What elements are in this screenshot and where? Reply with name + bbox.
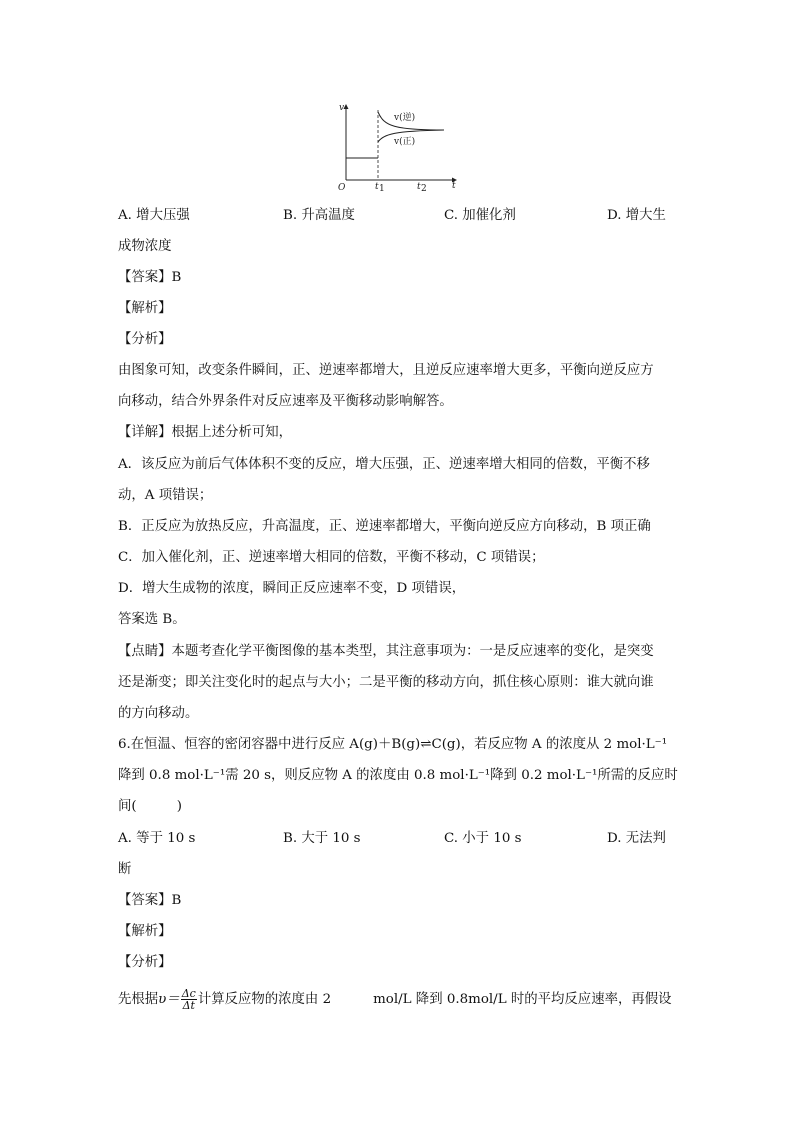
- q6-option-d: D. 无法判: [607, 831, 666, 846]
- q6-analysis-pre: 先根据: [118, 992, 159, 1007]
- origin-label: O: [338, 183, 346, 192]
- rate-time-graph: [328, 100, 458, 192]
- v-axis-arrow: [344, 104, 349, 109]
- q6-answer: 【答案】B: [118, 893, 182, 908]
- t2-subscript: 2: [421, 184, 427, 192]
- t2-label: t: [417, 182, 421, 192]
- q5-detail-d: D．增大生成物的浓度，瞬间正反应速率不变，D 项错误，: [118, 581, 466, 596]
- rate-symbol: υ＝: [158, 992, 180, 1007]
- t1-label: t: [375, 182, 379, 192]
- q6-jiexi: 【解析】: [118, 924, 172, 939]
- v-axis-label: v: [339, 103, 345, 113]
- q6-option-a: A. 等于 10 s: [118, 831, 196, 846]
- fraction-denominator: Δt: [182, 999, 195, 1012]
- q6-option-b: B. 大于 10 s: [283, 831, 361, 846]
- q6-analysis-post: mol/L 降到 0.8mol/L 时的平均反应速率，再假设: [373, 992, 672, 1007]
- q6-fenxi: 【分析】: [118, 955, 172, 970]
- t1-subscript: 1: [379, 184, 385, 192]
- q5-detail-b: B．正反应为放热反应，升高温度，正、逆速率都增大，平衡向逆反应方向移动，B 项正确: [118, 519, 651, 534]
- q5-detail-a-2: 动，A 项错误；: [118, 488, 213, 503]
- q5-option-b: B. 升高温度: [283, 208, 355, 223]
- q5-detail-a-1: A．该反应为前后气体体积不变的反应，增大压强，正、逆速率增大相同的倍数，平衡不移: [118, 457, 650, 472]
- q5-conclusion: 答案选 B。: [118, 612, 186, 627]
- q5-answer: 【答案】B: [118, 270, 182, 285]
- q5-dianjing-1: 【点睛】本题考查化学平衡图像的基本类型，其注意事项为：一是反应速率的变化，是突变: [118, 644, 654, 659]
- q5-option-d-cont: 成物浓度: [118, 239, 172, 254]
- q5-option-a: A. 增大压强: [118, 208, 190, 223]
- q6-analysis-mid: 计算反应物的浓度由 2: [197, 992, 332, 1007]
- q5-jiexi: 【解析】: [118, 301, 172, 316]
- q6-stem-1: 6.在恒温、恒容的密闭容器中进行反应 A(g)＋B(g)⇌C(g)，若反应物 A 的浓度从 2 mol·L⁻¹: [118, 737, 668, 752]
- q5-analysis-2: 向移动，结合外界条件对反应速率及平衡移动影响解答。: [118, 394, 453, 409]
- q6-option-d-cont: 断: [118, 862, 132, 877]
- rate-formula-fraction: [181, 988, 197, 1011]
- q6-stem-2: 降到 0.8 mol·L⁻¹需 20 s，则反应物 A 的浓度由 0.8 mol·L⁻¹降到 0.2 mol·L⁻¹所需的反应时: [118, 768, 678, 783]
- forward-rate-label: v(正): [394, 137, 416, 147]
- q5-dianjing-2: 还是渐变；即关注变化时的起点与大小；二是平衡的移动方向，抓住核心原则：谁大就向谁: [118, 675, 654, 690]
- q5-detail-intro: 【详解】根据上述分析可知，: [118, 425, 293, 440]
- q5-dianjing-3: 的方向移动。: [118, 706, 199, 721]
- q5-detail-c: C．加入催化剂，正、逆速率增大相同的倍数，平衡不移动，C 项错误；: [118, 550, 545, 565]
- rate-time-graph-svg: [328, 100, 458, 192]
- q5-analysis-1: 由图象可知，改变条件瞬间，正、逆速率都增大，且逆反应速率增大更多，平衡向逆反应方: [118, 363, 654, 378]
- t-axis-label: t: [452, 181, 456, 191]
- fraction-numerator: Δc: [181, 987, 196, 1000]
- q6-analysis-line: [118, 988, 678, 1011]
- q5-fenxi: 【分析】: [118, 332, 172, 347]
- q5-option-d: D. 增大生: [607, 208, 666, 223]
- reverse-rate-label: v(逆): [394, 113, 416, 123]
- q6-option-c: C. 小于 10 s: [444, 831, 522, 846]
- q6-stem-3: 间( ): [118, 799, 183, 814]
- q5-option-c: C. 加催化剂: [444, 208, 516, 223]
